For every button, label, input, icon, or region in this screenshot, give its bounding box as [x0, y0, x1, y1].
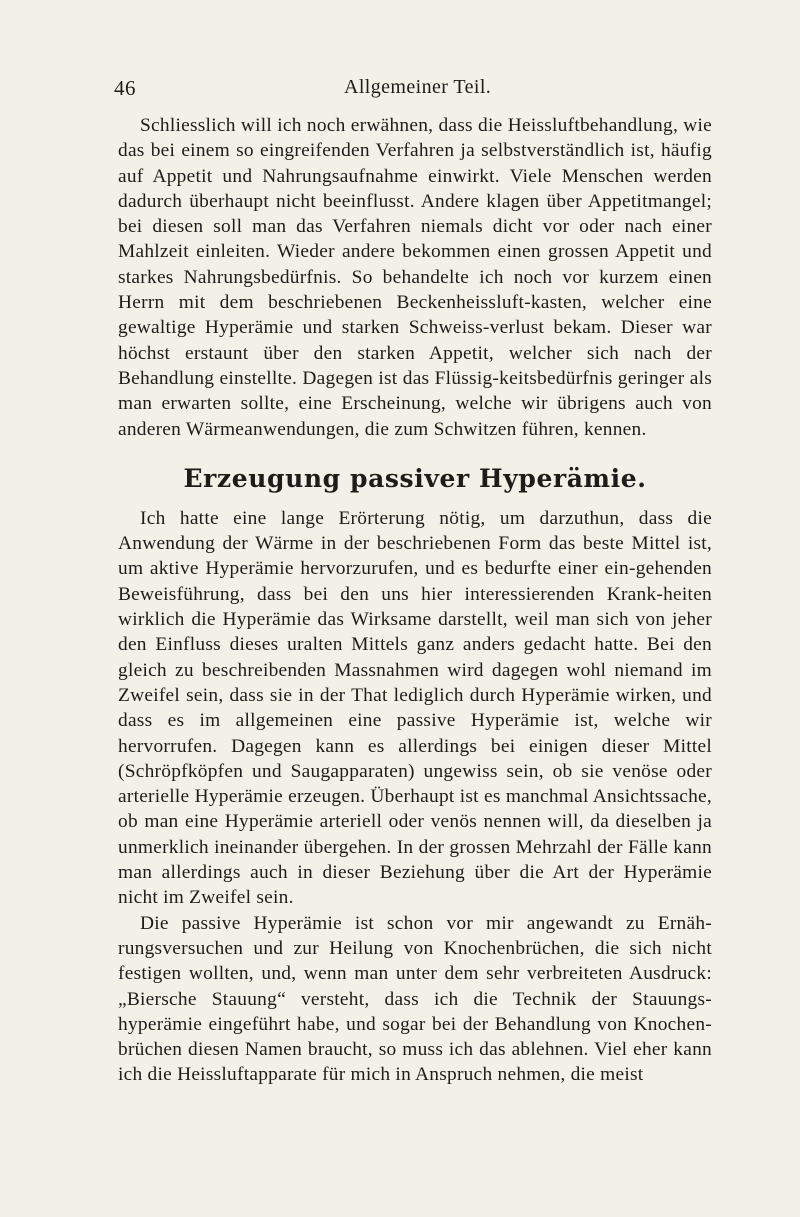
paragraph-heissluft-appetit: Schliesslich will ich noch erwähnen, dass die Heissluftbehandlung, wie das bei einem so eingreifenden Verfahren ja selbstverständlich ist, häufig auf Appetit und Nahrungsaufnahme einwirkt. Viele Menschen werden dadurch überhaupt nicht beeinflusst. Andere klagen über Appetitmangel; bei diesen soll man das Verfahren niemals dicht vor oder nach einer Mahlzeit einleiten. Wieder andere bekommen einen grossen Appetit und starkes Nahrungsbedürfnis. So behandelte ich noch vor kurzem einen Herrn mit dem beschriebenen Beckenheissluft-kasten, welcher eine gewaltige Hyperämie und starken Schweiss-verlust bekam. Dieser war höchst erstaunt über den starken Appetit, welcher sich nach der Behandlung einstellte. Dagegen ist das Flüssig-keitsbedürfnis geringer als man erwarten sollte, eine Erscheinung, welche wir übrigens auch von anderen Wärmeanwendungen, die zum Schwitzen führen, kennen. [118, 115, 712, 440]
page-header [114, 76, 714, 102]
paragraph-passive-hyperaemie-intro: Ich hatte eine lange Erörterung nötig, um darzuthun, dass die Anwendung der Wärme in der beschriebenen Form das beste Mittel ist, um aktive Hyperämie hervorzurufen, und es bedurfte einer ein-gehenden Beweisführung, dass bei den uns hier interessierenden Krank-heiten wirklich die Hyperämie das Wirksame darstellt, weil man sich von jeher den Einfluss dieses uralten Mittels ganz anders gedacht hatte. Bei den gleich zu beschreibenden Massnahmen wird dagegen wohl niemand im Zweifel sein, dass sie in der That lediglich durch Hyperämie wirken, und dass es im allgemeinen eine passive Hyperämie ist, welche wir hervorrufen. Dagegen kann es allerdings bei einigen dieser Mittel (Schröpfköpfen und Saugapparaten) ungewiss sein, ob sie venöse oder arterielle Hyperämie erzeugen. Überhaupt ist es manchmal Ansichtssache, ob man eine Hyperämie arteriell oder venös nennen will, da dieselben ja unmerklich ineinander übergehen. In der grossen Mehrzahl der Fälle kann man allerdings auch in dieser Beziehung über die Art der Hyperämie nicht im Zweifel sein. [118, 507, 712, 909]
page-number: 46 [114, 76, 136, 100]
section-heading: Erzeugung passiver Hyperämie. [183, 463, 647, 493]
body-text [118, 113, 712, 1088]
running-head: Allgemeiner Teil. [344, 76, 492, 98]
paragraph-passive-hyperaemie-history: Die passive Hyperämie ist schon vor mir angewandt zu Ernäh-rungsversuchen und zur Heilung von Knochenbrüchen, die sich nicht festigen wollten, und, wenn man unter dem sehr verbreiteten Ausdruck: „Biersche Stauung“ versteht, dass ich die Technik der Stauungs-hyperämie eingeführt habe, und sogar bei der Behandlung von Knochen-brüchen diesen Namen braucht, so muss ich das ablehnen. Viel eher kann ich die Heissluftapparate für mich in Anspruch nehmen, die meist [118, 912, 712, 1086]
